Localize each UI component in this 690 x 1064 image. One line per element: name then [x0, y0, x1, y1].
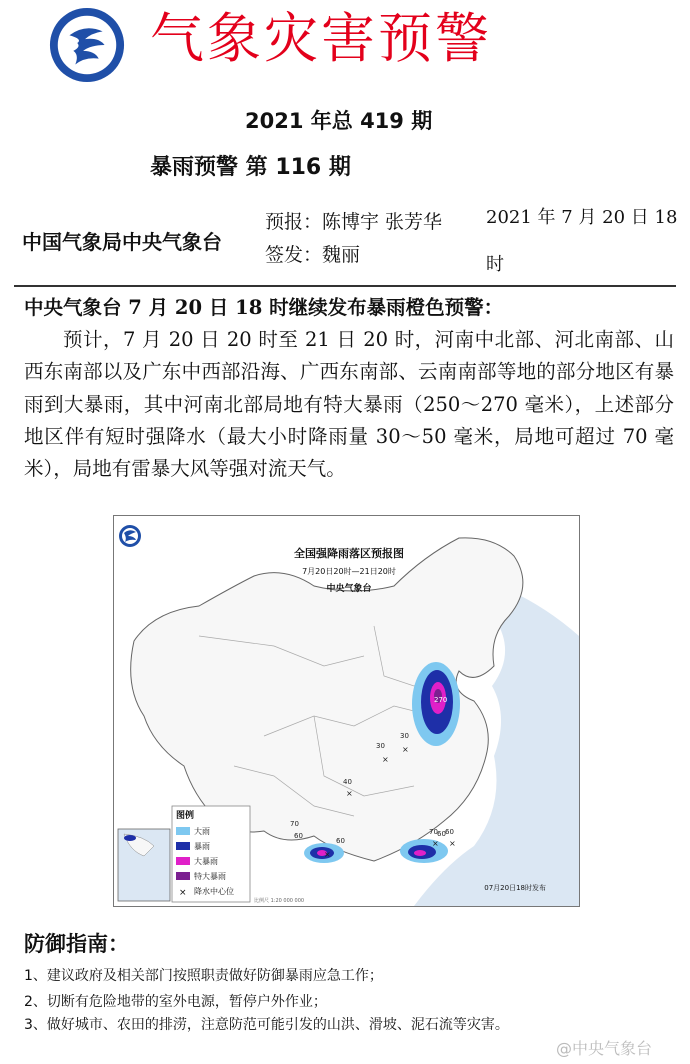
rain-center-value: 30	[400, 732, 409, 740]
rain-center-value: 60	[445, 828, 454, 836]
defense-guide-title: 防御指南：	[24, 931, 129, 956]
legend-swatch	[176, 827, 190, 835]
map-scale: 比例尺 1:20 000 000	[254, 898, 305, 904]
annual-issue-number: 2021 年总 419 期	[245, 109, 433, 133]
map-source: 中央气象台	[326, 584, 372, 594]
map-issued-time: 07月20日18时发布	[484, 884, 546, 892]
document-title: 气象灾害预警	[150, 7, 492, 70]
rainfall-forecast-map	[113, 515, 580, 907]
warning-body	[24, 292, 674, 485]
rain-center-value: 70	[429, 828, 438, 836]
cma-logo-icon	[48, 6, 126, 84]
legend-label: 暴雨	[194, 842, 210, 851]
guide-item: 3、做好城市、农田的排涝，注意防范可能引发的山洪、滑坡、泥石流等灾害。	[24, 1017, 509, 1033]
svg-text:×: ×	[324, 850, 331, 859]
watermark: @中央气象台	[556, 1039, 653, 1058]
rain-center-value: 70	[290, 820, 299, 828]
map-title: 全国强降雨落区预报图	[294, 547, 404, 560]
issuing-agency: 中国气象局中央气象台	[22, 230, 222, 254]
svg-text:×: ×	[346, 789, 353, 798]
header-divider	[14, 285, 676, 287]
warning-paragraph: 预计，7 月 20 日 20 时至 21 日 20 时，河南中北部、河北南部、山西东南部以及广东中西部沿海、广西东南部、云南南部等地的部分地区有暴雨到大暴雨，其中河南北部局地有特大暴雨（250～270 毫米），上述部分地区伴有短时强降水（最大小时降雨量 30～50 毫米，局地可超过 70 毫米），局地有雷暴大风等强对流天气。	[24, 328, 674, 481]
rain-center-value: 60	[336, 837, 345, 845]
issue-date-hour: 时	[486, 254, 504, 275]
svg-text:×: ×	[449, 839, 456, 848]
forecaster-line: 预报：陈博宇 张芳华	[265, 211, 443, 233]
legend-title: 图例	[176, 811, 195, 821]
rainstorm-issue-number: 暴雨预警 第 116 期	[150, 155, 351, 180]
map-canvas	[114, 516, 579, 906]
legend-label: 大暴雨	[194, 857, 218, 866]
legend-label: 大雨	[194, 827, 210, 836]
warning-heading: 中央气象台 7 月 20 日 18 时继续发布暴雨橙色预警：	[24, 296, 504, 319]
legend-label: 特大暴雨	[194, 872, 226, 881]
guide-item: 1、建议政府及相关部门按照职责做好防御暴雨应急工作；	[24, 968, 383, 984]
legend-swatch	[176, 872, 190, 880]
svg-text:×: ×	[402, 745, 409, 754]
rain-center-value: 30	[376, 742, 385, 750]
signer-line: 签发：魏丽	[265, 244, 361, 266]
rain-center-value: 40	[343, 778, 352, 786]
legend-swatch	[176, 857, 190, 865]
issue-date: 2021 年 7 月 20 日 18	[486, 207, 678, 228]
legend-label: 降水中心位	[194, 887, 234, 896]
rain-center-value: 270	[434, 696, 448, 704]
guide-item: 2、切断有危险地带的室外电源，暂停户外作业；	[24, 994, 327, 1010]
legend-swatch	[176, 842, 190, 850]
rain-center-value: 60	[294, 832, 303, 840]
rain-center-value: 60	[437, 830, 446, 838]
svg-text:×: ×	[382, 755, 389, 764]
rain-center-marker-icon: ×	[179, 888, 187, 898]
svg-text:×: ×	[432, 839, 439, 848]
map-period: 7月20日20时—21日20时	[302, 567, 396, 576]
